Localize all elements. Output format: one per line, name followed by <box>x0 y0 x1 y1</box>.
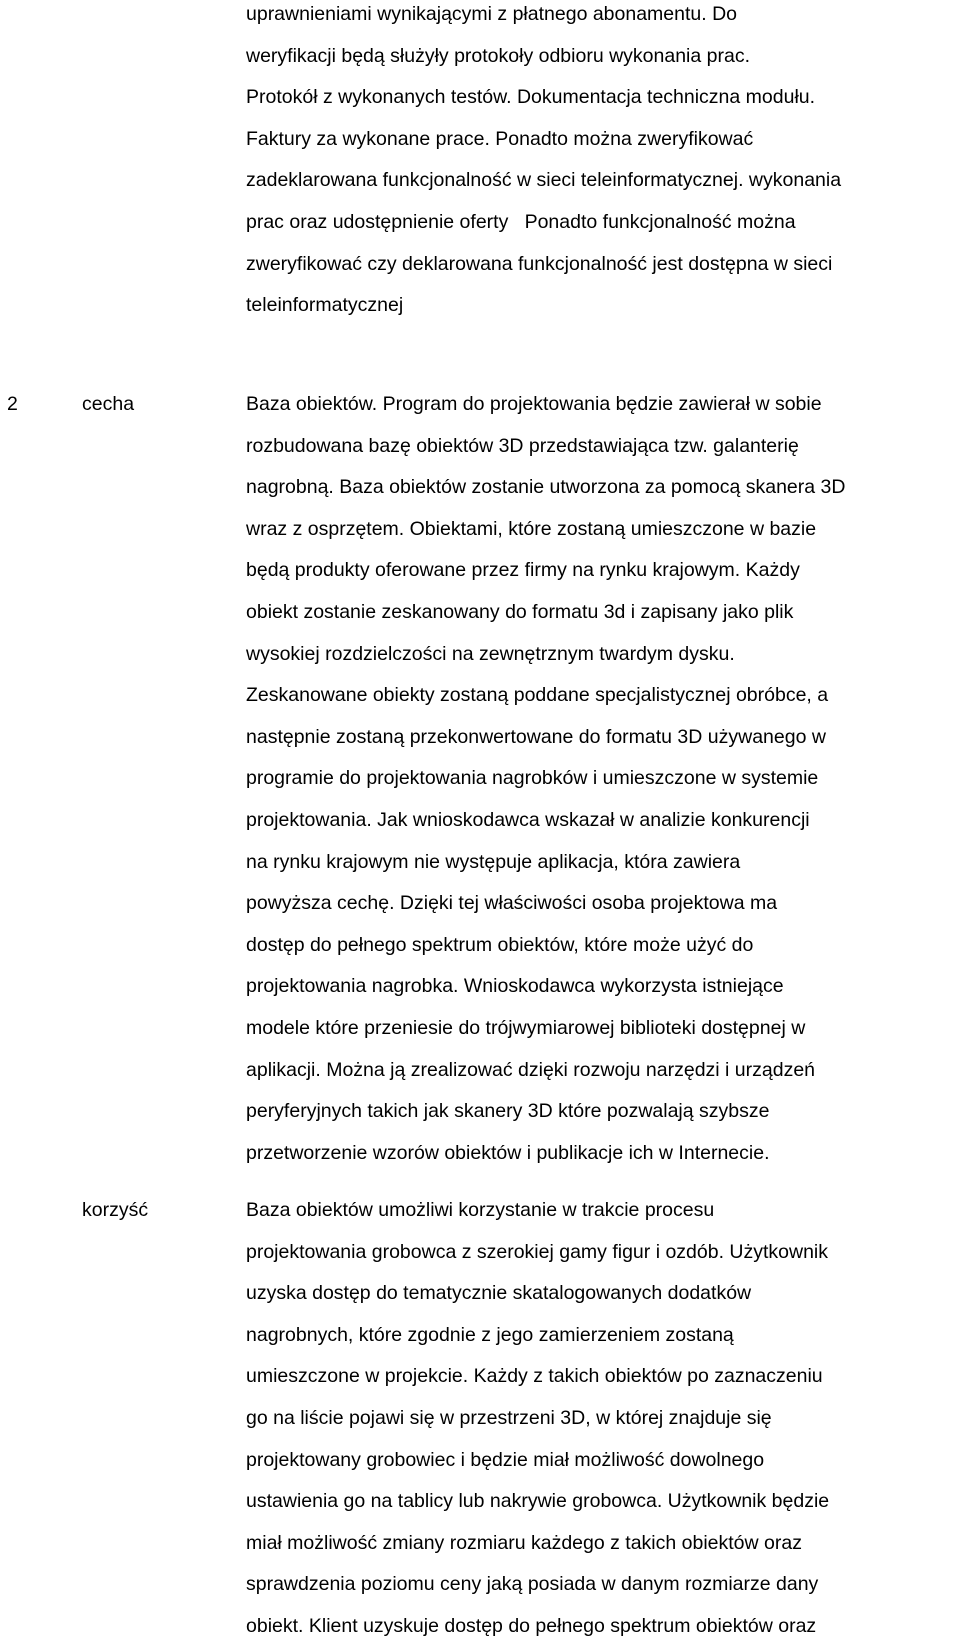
cecha-line: Zeskanowane obiekty zostaną poddane specjalistycznej obróbce, a <box>246 684 829 707</box>
cecha-line: aplikacji. Można ją zrealizować dzięki rozwoju narzędzi i urządzeń <box>246 1058 816 1081</box>
korzysc-line: projektowany grobowiec i będzie miał możliwość dowolnego <box>246 1448 765 1471</box>
cecha-line: rozbudowana bazę obiektów 3D przedstawiająca tzw. galanterię <box>246 434 799 457</box>
intro-line: weryfikacji będą służyły protokoły odbioru wykonania prac. <box>246 44 750 67</box>
cecha-line: Baza obiektów. Program do projektowania będzie zawierał w sobie <box>246 393 822 415</box>
cecha-line: będą produkty oferowane przez firmy na rynku krajowym. Każdy <box>246 559 800 582</box>
intro-line: Protokół z wykonanych testów. Dokumentacja techniczna modułu. <box>246 86 816 109</box>
intro-line: uprawnieniami wynikającymi z płatnego abonamentu. Do <box>246 3 738 25</box>
korzysc-line: projektowania grobowca z szerokiej gamy figur i ozdób. Użytkownik <box>246 1240 829 1263</box>
cecha-line: nagrobną. Baza obiektów zostanie utworzona za pomocą skanera 3D <box>246 476 846 499</box>
cecha-line: przetworzenie wzorów obiektów i publikacje ich w Internecie. <box>246 1141 770 1164</box>
korzysc-paragraph <box>246 1190 956 1648</box>
korzysc-line: obiekt. Klient uzyskuje dostęp do pełnego spektrum obiektów oraz <box>246 1614 817 1637</box>
korzysc-line: nagrobnych, które zgodnie z jego zamierzeniem zostaną <box>246 1323 734 1346</box>
cecha-line: powyższa cechę. Dzięki tej właściwości osoba projektowa ma <box>246 892 778 915</box>
cecha-line: projektowania nagrobka. Wnioskodawca wykorzysta istniejące <box>246 975 784 998</box>
intro-line: zadeklarowana funkcjonalność w sieci teleinformatycznej. wykonania <box>246 169 842 192</box>
korzysc-line: umieszczone w projekcie. Każdy z takich obiektów po zaznaczeniu <box>246 1365 823 1388</box>
korzysc-line: sprawdzenia poziomu ceny jaką posiada w danym rozmiarze dany <box>246 1573 819 1596</box>
cecha-line: dostęp do pełnego spektrum obiektów, które może użyć do <box>246 933 754 956</box>
korzysc-line: miał możliwość zmiany rozmiaru każdego z takich obiektów oraz <box>246 1531 802 1554</box>
korzysc-line: Baza obiektów umożliwi korzystanie w trakcie procesu <box>246 1199 715 1221</box>
row-number: 2 <box>7 393 18 415</box>
cecha-line: projektowania. Jak wnioskodawca wskazał w analizie konkurencji <box>246 808 810 831</box>
cecha-label: cecha <box>82 393 135 415</box>
cecha-line: wysokiej rozdzielczości na zewnętrznym twardym dysku. <box>246 642 735 665</box>
cecha-line: programie do projektowania nagrobków i umieszczone w systemie <box>246 767 819 790</box>
cecha-line: peryferyjnych takich jak skanery 3D które pozwalają szybsze <box>246 1100 770 1123</box>
korzysc-line: uzyska dostęp do tematycznie skatalogowanych dodatków <box>246 1282 752 1305</box>
cecha-line: modele które przeniesie do trójwymiarowej biblioteki dostępnej w <box>246 1016 806 1039</box>
cecha-line: następnie zostaną przekonwertowane do formatu 3D używanego w <box>246 725 826 748</box>
cecha-line: na rynku krajowym nie występuje aplikacja, która zawiera <box>246 850 741 873</box>
cecha-paragraph <box>246 384 956 1174</box>
intro-line: teleinformatycznej <box>246 294 404 317</box>
korzysc-line: go na liście pojawi się w przestrzeni 3D, w której znajduje się <box>246 1406 772 1429</box>
intro-line: zweryfikować czy deklarowana funkcjonalność jest dostępna w sieci <box>246 252 833 275</box>
intro-paragraph <box>246 0 956 327</box>
cecha-line: obiekt zostanie zeskanowany do formatu 3d i zapisany jako plik <box>246 600 794 623</box>
korzysc-label: korzyść <box>82 1199 149 1221</box>
korzysc-line: ustawienia go na tablicy lub nakrywie grobowca. Użytkownik będzie <box>246 1490 830 1513</box>
intro-line: prac oraz udostępnienie oferty Ponadto funkcjonalność można <box>246 210 796 233</box>
cecha-line: wraz z osprzętem. Obiektami, które zostaną umieszczone w bazie <box>246 517 817 540</box>
intro-line: Faktury za wykonane prace. Ponadto można zweryfikować <box>246 127 754 150</box>
